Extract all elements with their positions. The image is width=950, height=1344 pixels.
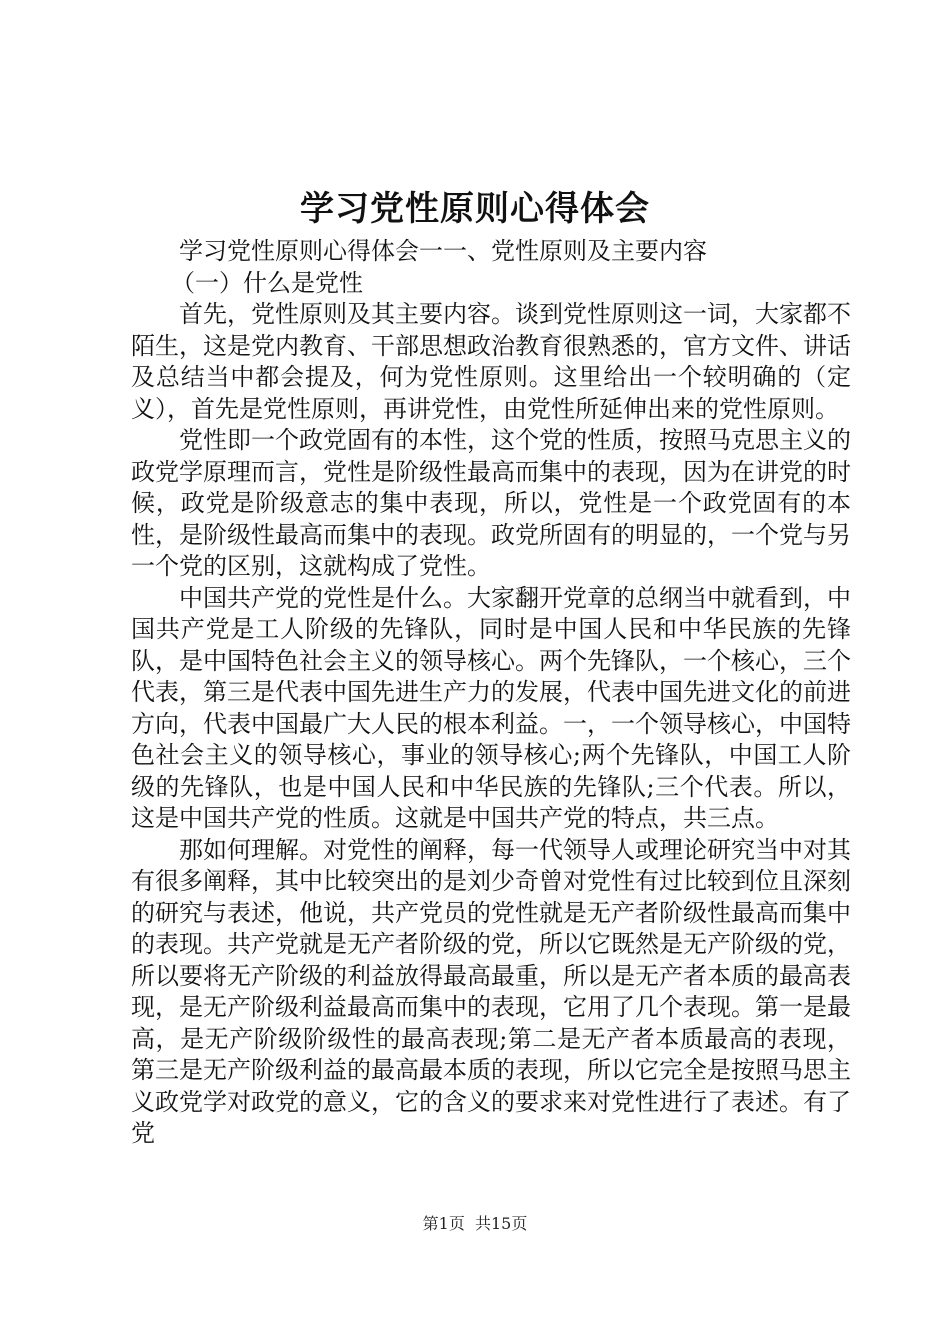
page-footer [0, 1212, 950, 1236]
page-number: 第1页 共15页 [422, 1214, 528, 1233]
intro-line: 学习党性原则心得体会一一、党性原则及主要内容 [179, 237, 707, 265]
paragraph: 中国共产党的党性是什么。大家翻开党章的总纲当中就看到，中国共产党是工人阶级的先锋队，同时是中国人民和中华民族的先锋队，是中国特色社会主义的领导核心。两个先锋队，一个核心，三个代表，第三是代表中国先进生产力的发展，代表中国先进文化的前进方向，代表中国最广大人民的根本利益。一，一个领导核心，中国特色社会主义的领导核心，事业的领导核心;两个先锋队，中国工人阶级的先锋队，也是中国人民和中华民族的先锋队;三个代表。所以，这是中国共产党的性质。这就是中国共产党的特点，共三点。 [131, 583, 851, 832]
section-heading: （一）什么是党性 [171, 268, 363, 297]
paragraph: 首先，党性原则及其主要内容。谈到党性原则这一词，大家都不陌生，这是党内教育、干部思想政治教育很熟悉的，官方文件、讲话及总结当中都会提及，何为党性原则。这里给出一个较明确的（定义），首先是党性原则，再讲党性，由党性所延伸出来的党性原则。 [131, 300, 851, 423]
document-body [131, 236, 851, 1150]
paragraph: 那如何理解。对党性的阐释，每一代领导人或理论研究当中对其有很多阐释，其中比较突出的是刘少奇曾对党性有过比较到位且深刻的研究与表述，他说，共产党员的党性就是无产者阶级性最高而集中的表现。共产党就是无产者阶级的党，所以它既然是无产阶级的党，所以要将无产阶级的利益放得最高最重，所以是无产者本质的最高表现，是无产阶级利益最高而集中的表现，它用了几个表现。第一是最高，是无产阶级阶级性的最高表现;第二是无产者本质最高的表现，第三是无产阶级利益的最高最本质的表现，所以它完全是按照马思主义政党学对政党的意义，它的含义的要求来对党性进行了表述。有了党 [131, 835, 851, 1147]
document-title: 学习党性原则心得体会 [300, 189, 650, 229]
paragraph: 党性即一个政党固有的本性，这个党的性质，按照马克思主义的政党学原理而言，党性是阶级性最高而集中的表现，因为在讲党的时候，政党是阶级意志的集中表现，所以，党性是一个政党固有的本性，是阶级性最高而集中的表现。政党所固有的明显的，一个党与另一个党的区别，这就构成了党性。 [131, 426, 851, 580]
